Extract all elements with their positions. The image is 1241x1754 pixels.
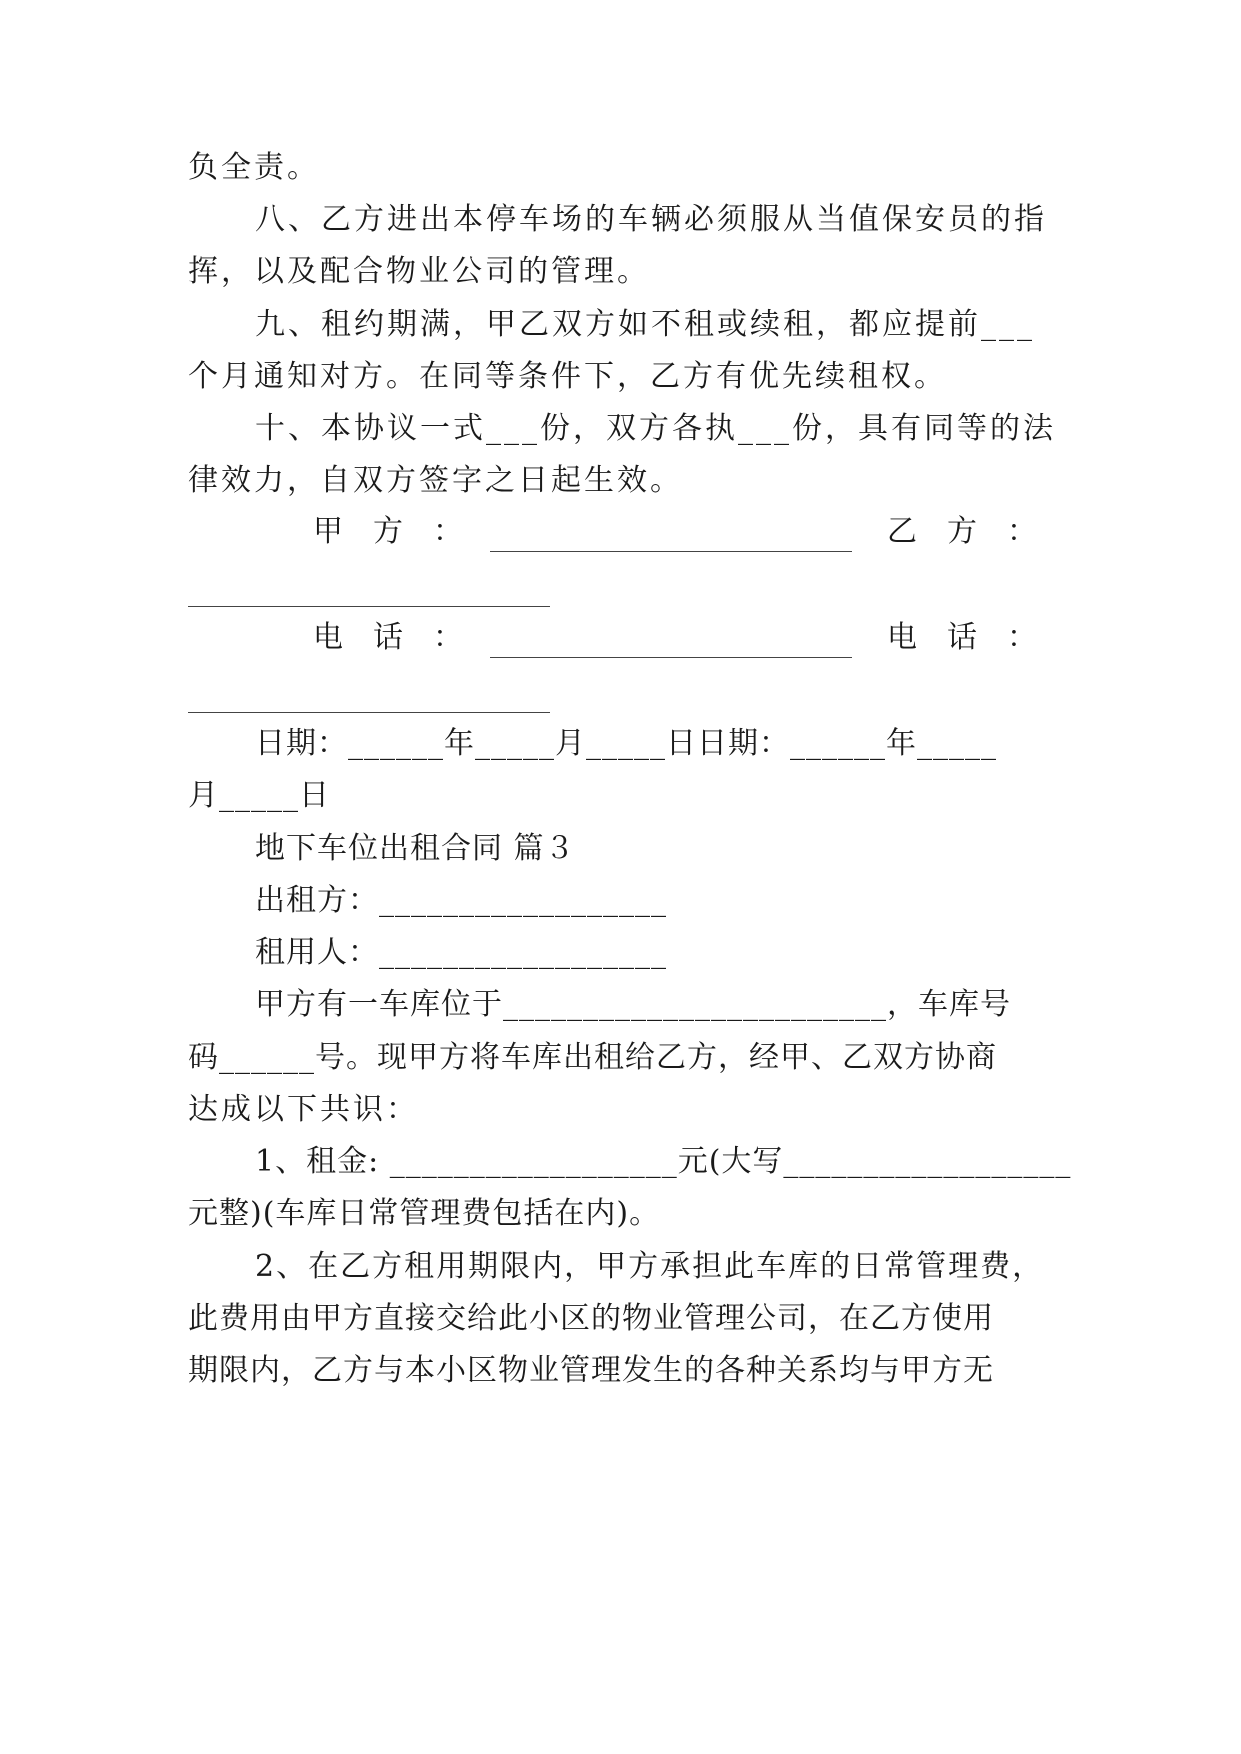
party-b-label: 乙 方 ： xyxy=(887,514,1037,549)
rent-line: 1、租金: __________________元(大写__________________ xyxy=(255,1144,1072,1179)
intro-line: 甲方有一车库位于________________________，车库号 xyxy=(255,987,1011,1022)
party-b-signature-line xyxy=(188,606,550,607)
phone-b-line xyxy=(188,712,550,713)
text-line: 负全责。 xyxy=(188,150,320,185)
phone-b-label: 电 话 ： xyxy=(887,620,1037,655)
date-line: 月_____日 xyxy=(188,778,330,813)
item-2-line: 此费用由甲方直接交给此小区的物业管理公司，在乙方使用 xyxy=(188,1301,994,1336)
date-line: 日期：______年_____月_____日日期：______年_____ xyxy=(255,726,997,761)
text-line: 个月通知对方。在同等条件下，乙方有优先续租权。 xyxy=(188,359,947,394)
party-a-signature-line xyxy=(490,551,852,552)
party-a-label: 甲 方 ： xyxy=(313,514,463,549)
lessee-line: 租用人：__________________ xyxy=(255,935,667,970)
section-title: 地下车位出租合同 篇３ xyxy=(255,831,576,866)
rent-line: 元整)(车库日常管理费包括在内)。 xyxy=(188,1196,661,1231)
clause-8: 八、乙方进出本停车场的车辆必须服从当值保安员的指 xyxy=(255,202,1047,237)
item-2-line: 期限内，乙方与本小区物业管理发生的各种关系均与甲方无 xyxy=(188,1353,994,1388)
lessor-line: 出租方：__________________ xyxy=(255,883,667,918)
intro-line: 达成以下共识： xyxy=(188,1092,419,1127)
phone-a-label: 电 话 ： xyxy=(313,620,463,655)
clause-10: 十、本协议一式___份，双方各执___份，具有同等的法 xyxy=(255,411,1056,446)
text-line: 挥，以及配合物业公司的管理。 xyxy=(188,254,650,289)
clause-9: 九、租约期满，甲乙双方如不租或续租，都应提前___ xyxy=(255,307,1035,342)
item-2-line: 2、在乙方租用期限内，甲方承担此车库的日常管理费， xyxy=(255,1249,1045,1284)
text-line: 律效力，自双方签字之日起生效。 xyxy=(188,463,683,498)
phone-a-line xyxy=(490,657,852,658)
intro-line: 码______号。现甲方将车库出租给乙方，经甲、乙双方协商 xyxy=(188,1040,997,1075)
